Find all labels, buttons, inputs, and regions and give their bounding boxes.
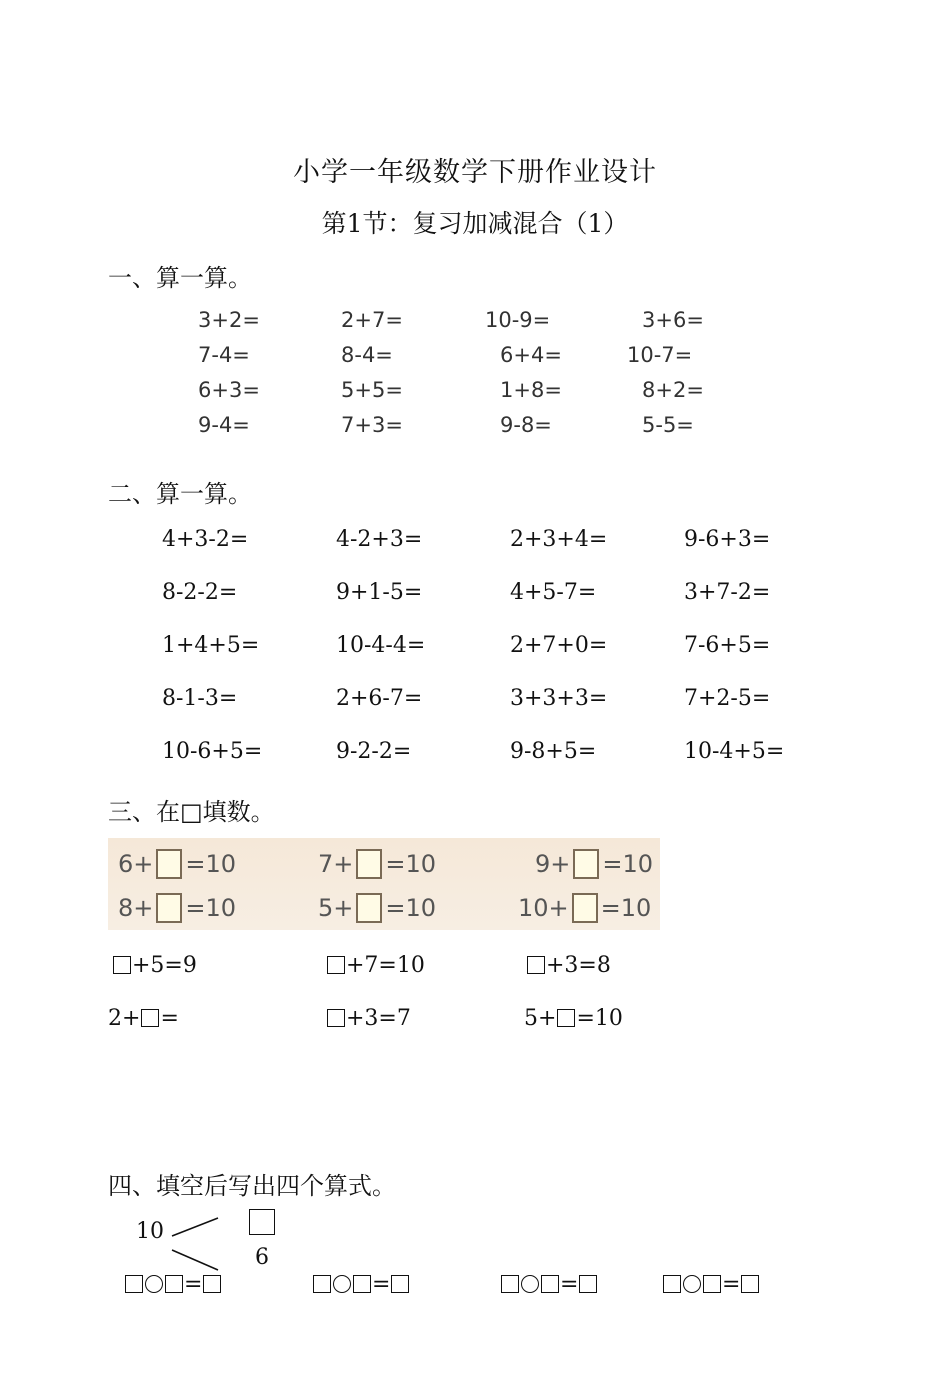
blank-square[interactable] <box>703 1275 721 1293</box>
section1-exercise-grid <box>160 304 760 444</box>
operator-circle[interactable] <box>521 1275 539 1293</box>
fill-exercise-prefix: 10+ <box>518 894 569 922</box>
exercise-2-13: 8-1-3= <box>162 686 238 711</box>
fill-suffix: =10 <box>576 1006 623 1031</box>
fill-exercise-5 <box>318 890 436 926</box>
blank-square[interactable] <box>141 1009 159 1027</box>
split-line-lower <box>172 1250 218 1270</box>
fill-line-1-a <box>112 953 197 978</box>
exercise-1-13: 9-4= <box>198 413 250 437</box>
operator-circle[interactable] <box>333 1275 351 1293</box>
part-blank-square[interactable] <box>249 1209 275 1235</box>
fill-line-2-a <box>108 1006 179 1031</box>
exercise-2-16: 7+2-5= <box>684 686 771 711</box>
fill-suffix: +3=7 <box>346 1006 411 1031</box>
equals-sign: = <box>560 1272 579 1297</box>
equation-template-3 <box>500 1272 598 1297</box>
exercise-2-19: 9-8+5= <box>510 739 597 764</box>
fill-line-1-c <box>526 953 611 978</box>
blank-square[interactable] <box>541 1275 559 1293</box>
section1-heading: 一、算一算。 <box>108 264 252 292</box>
answer-box[interactable] <box>356 893 382 923</box>
fill-exercise-suffix: =10 <box>185 850 237 878</box>
exercise-2-10: 10-4-4= <box>336 633 426 658</box>
fill-suffix: = <box>160 1006 179 1031</box>
fill-exercise-prefix: 7+ <box>318 850 354 878</box>
exercise-2-3: 2+3+4= <box>510 527 608 552</box>
exercise-2-1: 4+3-2= <box>162 527 249 552</box>
page-subtitle: 第1节：复习加减混合（1） <box>321 209 629 238</box>
operator-circle[interactable] <box>145 1275 163 1293</box>
exercise-1-2: 2+7= <box>341 308 403 332</box>
fill-exercise-6 <box>518 890 651 926</box>
exercise-1-16: 5-5= <box>642 413 694 437</box>
exercise-1-9: 6+3= <box>198 378 260 402</box>
exercise-2-18: 9-2-2= <box>336 739 412 764</box>
exercise-1-3: 10-9= <box>485 308 551 332</box>
exercise-1-4: 3+6= <box>642 308 704 332</box>
fill-exercise-suffix: =10 <box>602 850 654 878</box>
exercise-1-11: 1+8= <box>500 378 562 402</box>
blank-square[interactable] <box>353 1275 371 1293</box>
split-lines <box>168 1212 224 1274</box>
exercise-1-15: 9-8= <box>500 413 552 437</box>
operator-circle[interactable] <box>683 1275 701 1293</box>
equals-sign: = <box>184 1272 203 1297</box>
fill-exercise-prefix: 5+ <box>318 894 354 922</box>
fill-line-2-c <box>524 1006 623 1031</box>
section2-heading: 二、算一算。 <box>108 480 252 508</box>
blank-square[interactable] <box>557 1009 575 1027</box>
fill-exercise-3 <box>535 846 653 882</box>
split-line-upper <box>172 1218 218 1236</box>
exercise-2-6: 9+1-5= <box>336 580 423 605</box>
fill-exercise-prefix: 8+ <box>118 894 154 922</box>
blank-square[interactable] <box>203 1275 221 1293</box>
answer-box[interactable] <box>573 849 599 879</box>
part-number: 6 <box>255 1245 269 1270</box>
blank-square[interactable] <box>501 1275 519 1293</box>
equation-template-1 <box>124 1272 222 1297</box>
exercise-1-10: 5+5= <box>341 378 403 402</box>
fill-suffix: +5=9 <box>132 953 197 978</box>
exercise-1-8: 10-7= <box>627 343 693 367</box>
fill-exercise-4 <box>118 890 236 926</box>
exercise-1-6: 8-4= <box>341 343 393 367</box>
exercise-2-8: 3+7-2= <box>684 580 771 605</box>
section3-heading: 三、在□填数。 <box>108 798 275 826</box>
blank-square[interactable] <box>527 956 545 974</box>
section4-heading: 四、填空后写出四个算式。 <box>108 1172 396 1200</box>
fill-line-2-b <box>326 1006 411 1031</box>
fill-suffix: +7=10 <box>346 953 425 978</box>
whole-number: 10 <box>136 1219 164 1244</box>
exercise-1-12: 8+2= <box>642 378 704 402</box>
exercise-2-11: 2+7+0= <box>510 633 608 658</box>
blank-square[interactable] <box>165 1275 183 1293</box>
exercise-2-20: 10-4+5= <box>684 739 785 764</box>
exercise-2-4: 9-6+3= <box>684 527 771 552</box>
blank-square[interactable] <box>327 1009 345 1027</box>
fill-exercise-2 <box>318 846 436 882</box>
exercise-1-14: 7+3= <box>341 413 403 437</box>
fill-prefix: 2+ <box>108 1006 141 1031</box>
exercise-1-7: 6+4= <box>500 343 562 367</box>
fill-exercise-suffix: =10 <box>385 850 437 878</box>
blank-square[interactable] <box>113 956 131 974</box>
answer-box[interactable] <box>156 893 182 923</box>
blank-square[interactable] <box>741 1275 759 1293</box>
exercise-2-17: 10-6+5= <box>162 739 263 764</box>
blank-square[interactable] <box>391 1275 409 1293</box>
fill-exercise-suffix: =10 <box>600 894 652 922</box>
blank-square[interactable] <box>579 1275 597 1293</box>
fill-line-1-b <box>326 953 425 978</box>
answer-box[interactable] <box>572 893 598 923</box>
section3-fill-panel <box>108 838 660 930</box>
exercise-2-9: 1+4+5= <box>162 633 260 658</box>
fill-exercise-suffix: =10 <box>385 894 437 922</box>
fill-exercise-prefix: 9+ <box>535 850 571 878</box>
answer-box[interactable] <box>356 849 382 879</box>
blank-square[interactable] <box>313 1275 331 1293</box>
exercise-1-1: 3+2= <box>198 308 260 332</box>
exercise-2-15: 3+3+3= <box>510 686 608 711</box>
answer-box[interactable] <box>156 849 182 879</box>
equals-sign: = <box>722 1272 741 1297</box>
blank-square[interactable] <box>327 956 345 974</box>
exercise-1-5: 7-4= <box>198 343 250 367</box>
exercise-2-12: 7-6+5= <box>684 633 771 658</box>
equation-template-4 <box>662 1272 760 1297</box>
fill-exercise-1 <box>118 846 236 882</box>
exercise-2-2: 4-2+3= <box>336 527 423 552</box>
fill-exercise-suffix: =10 <box>185 894 237 922</box>
fill-prefix: 5+ <box>524 1006 557 1031</box>
exercise-2-14: 2+6-7= <box>336 686 423 711</box>
exercise-2-5: 8-2-2= <box>162 580 238 605</box>
fill-suffix: +3=8 <box>546 953 611 978</box>
blank-square[interactable] <box>663 1275 681 1293</box>
page-title: 小学一年级数学下册作业设计 <box>293 157 657 188</box>
exercise-2-7: 4+5-7= <box>510 580 597 605</box>
equals-sign: = <box>372 1272 391 1297</box>
fill-exercise-prefix: 6+ <box>118 850 154 878</box>
blank-square[interactable] <box>125 1275 143 1293</box>
equation-template-2 <box>312 1272 410 1297</box>
